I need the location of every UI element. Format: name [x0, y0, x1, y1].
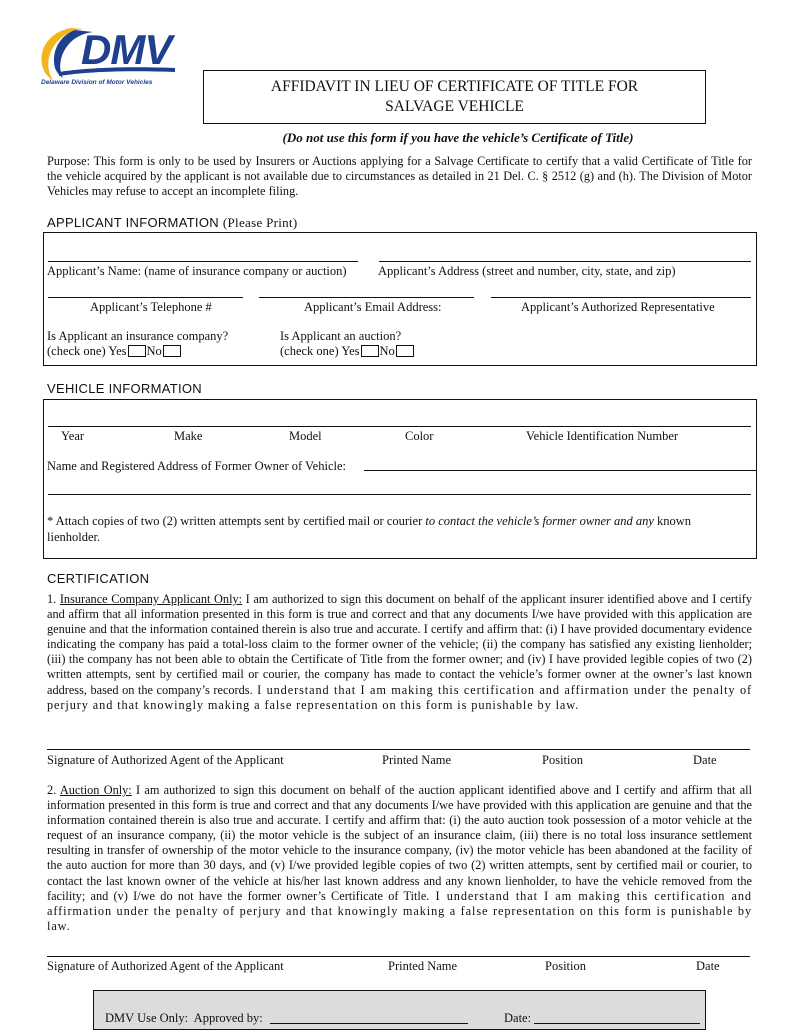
vehicle-model-label: Model	[289, 429, 322, 443]
purpose-text: Purpose: This form is only to be used by Insurers or Auctions applying for a Salvage Certificate to certify that a valid Certificate of Title for the vehicle acquired by the applicant is not available due to circumstances as detailed in 21 Del. C. § 2512 (g) and (h). The Division of Motor Vehicles may refuse to accept an incomplete filing.	[47, 154, 752, 199]
applicant-heading-note: (Please Print)	[222, 215, 298, 230]
applicant-heading-text: APPLICANT INFORMATION	[47, 215, 219, 230]
insurance-cert-penalty: I understand that I am making this certification and affirmation under the penalty of perjury and that knowingly making a false representation on this form is punishable by law.	[47, 682, 752, 712]
auction-check-row	[280, 344, 415, 359]
dmv-approved-by-label: Approved by:	[193, 1011, 263, 1025]
applicant-email-label: Applicant’s Email Address:	[304, 300, 442, 314]
vehicle-make-label: Make	[174, 429, 203, 443]
applicant-email-line[interactable]	[259, 297, 474, 298]
insurance-printed-name-label: Printed Name	[382, 753, 452, 767]
dmv-approved-by-line[interactable]	[270, 1023, 468, 1024]
auction-check-one: (check one)	[280, 344, 339, 358]
auction-question-text: Is Applicant an auction?	[280, 329, 402, 343]
vehicle-section	[43, 399, 757, 559]
insurance-yes-label: Yes	[108, 344, 127, 358]
insurance-check-one: (check one)	[47, 344, 106, 358]
dmv-date-line[interactable]	[534, 1023, 700, 1024]
applicant-address-line[interactable]	[379, 261, 751, 262]
auction-certification-text	[47, 783, 752, 934]
applicant-heading	[47, 215, 297, 232]
auction-printed-name-label: Printed Name	[388, 959, 458, 973]
insurance-cert-number: 1.	[47, 592, 60, 606]
insurance-question-text: Is Applicant an insurance company?	[47, 329, 229, 343]
insurance-check-row	[47, 344, 228, 359]
auction-cert-number: 2.	[47, 783, 60, 797]
auction-yes-label: Yes	[341, 344, 360, 358]
attach-note-a: * Attach copies of two (2) written attempts sent by certified mail or courier	[47, 514, 426, 528]
subtitle: (Do not use this form if you have the vehicle’s Certificate of Title)	[282, 130, 634, 145]
certification-heading: CERTIFICATION	[47, 571, 150, 586]
title-box	[203, 70, 706, 124]
auction-position-label: Position	[545, 959, 586, 973]
title-line-2: SALVAGE VEHICLE	[385, 98, 524, 115]
auction-date-label: Date	[696, 959, 720, 973]
attach-note	[47, 513, 737, 545]
insurance-yes-checkbox[interactable]	[128, 345, 146, 357]
attach-note-b: to contact the vehicle’s former owner and any	[425, 514, 654, 528]
dmv-logo	[35, 22, 185, 90]
applicant-address-label: Applicant’s Address (street and number, city, state, and zip)	[378, 264, 676, 278]
insurance-cert-label: Insurance Company Applicant Only:	[59, 592, 243, 606]
applicant-phone-label: Applicant’s Telephone #	[90, 300, 212, 314]
dmv-use-label	[105, 1010, 263, 1026]
applicant-name-label: Applicant’s Name: (name of insurance company or auction)	[47, 264, 347, 278]
insurance-signature-labels	[0, 752, 800, 768]
applicant-rep-label: Applicant’s Authorized Representative	[521, 300, 715, 314]
auction-cert-body: I am authorized to sign this document on behalf of the auction applicant identified above and I certify and affirm that all information presented in this form is true and correct and that any documents I/we have provided with this application are genuine and that the information contained therein is also true and accurate. I certify and affirm that: (i) the auto auction took possession of a motor vehicle at the request of an insurance company, (ii) the motor vehicle is the subject of an insurance claim, (iii) there is no total loss insurance settlement resulting in transfer of ownership of the motor vehicle to the insurance company, (iv) the motor vehicle has been abandoned at the facility of the auto auction for more than 30 days, and (v) I/we provided legible copies of two (2) written attempts, sent by certified mail or courier, to contact the last known owner of the vehicle at his/her last known address and any known lienholder, to have the vehicle removed from the facility; and (v) I/we do not have the former owner’s Certificate of Title.	[47, 783, 752, 903]
former-owner-label: Name and Registered Address of Former Owner of Vehicle:	[47, 459, 346, 473]
former-owner-line-2[interactable]	[48, 494, 751, 495]
vehicle-color-label: Color	[405, 429, 434, 443]
applicant-rep-line[interactable]	[491, 297, 751, 298]
auction-sig-label: Signature of Authorized Agent of the Applicant	[47, 959, 284, 973]
applicant-phone-line[interactable]	[48, 297, 243, 298]
applicant-section	[43, 232, 757, 366]
auction-question	[280, 329, 415, 359]
insurance-no-label: No	[146, 344, 162, 358]
auction-no-label: No	[379, 344, 395, 358]
dmv-logo-text: DMV	[81, 26, 172, 73]
insurance-signature-line[interactable]	[47, 749, 750, 750]
vehicle-details-line[interactable]	[48, 426, 751, 427]
auction-cert-label: Auction Only:	[59, 783, 132, 797]
insurance-certification-text	[47, 592, 752, 713]
insurance-position-label: Position	[542, 753, 583, 767]
insurance-sig-label: Signature of Authorized Agent of the Applicant	[47, 753, 284, 767]
vehicle-year-label: Year	[61, 429, 85, 443]
vehicle-heading: VEHICLE INFORMATION	[47, 381, 202, 396]
auction-signature-labels	[0, 958, 800, 974]
auction-no-checkbox[interactable]	[396, 345, 414, 357]
insurance-no-checkbox[interactable]	[163, 345, 181, 357]
dmv-date-label: Date:	[504, 1011, 532, 1025]
dmv-use-box	[93, 990, 706, 1030]
attach-note-c: known lienholder.	[47, 514, 692, 544]
title-line-1: AFFIDAVIT IN LIEU OF CERTIFICATE OF TITLE FOR	[270, 78, 639, 95]
auction-signature-line[interactable]	[47, 956, 750, 957]
insurance-date-label: Date	[693, 753, 717, 767]
auction-cert-penalty: I understand that I am making this certification and affirmation under the penalty of perjury and that knowingly making a false representation on this form is punishable by law.	[47, 888, 752, 933]
insurance-question	[47, 329, 228, 359]
applicant-name-line[interactable]	[48, 261, 358, 262]
dmv-logo-subtext: Delaware Division of Motor Vehicles	[41, 79, 153, 86]
former-owner-line[interactable]	[364, 470, 756, 471]
auction-yes-checkbox[interactable]	[361, 345, 379, 357]
vehicle-vin-label: Vehicle Identification Number	[526, 429, 679, 443]
dmv-use-only-text: DMV Use Only:	[105, 1011, 189, 1025]
insurance-cert-body: I am authorized to sign this document on behalf of the applicant insurer identified above and I certify and affirm that all information presented in this form is true and correct and that any documents I/we have provided with this application are genuine and that the information contained therein is also true and accurate. I certify and affirm that: (i) I have provided documentary evidence indicating the company has paid a total-loss claim to the former owner of the vehicle; (ii) the company has satisfied any existing lienholder; (iii) the company has not been able to obtain the Certificate of Title from the former owner; and (iv) I have provided legible copies of two (2) written attempts, sent by certified mail or courier, the company has made to contact the vehicle’s former owner at the owner’s last known address, based on the company’s records.	[47, 592, 752, 697]
